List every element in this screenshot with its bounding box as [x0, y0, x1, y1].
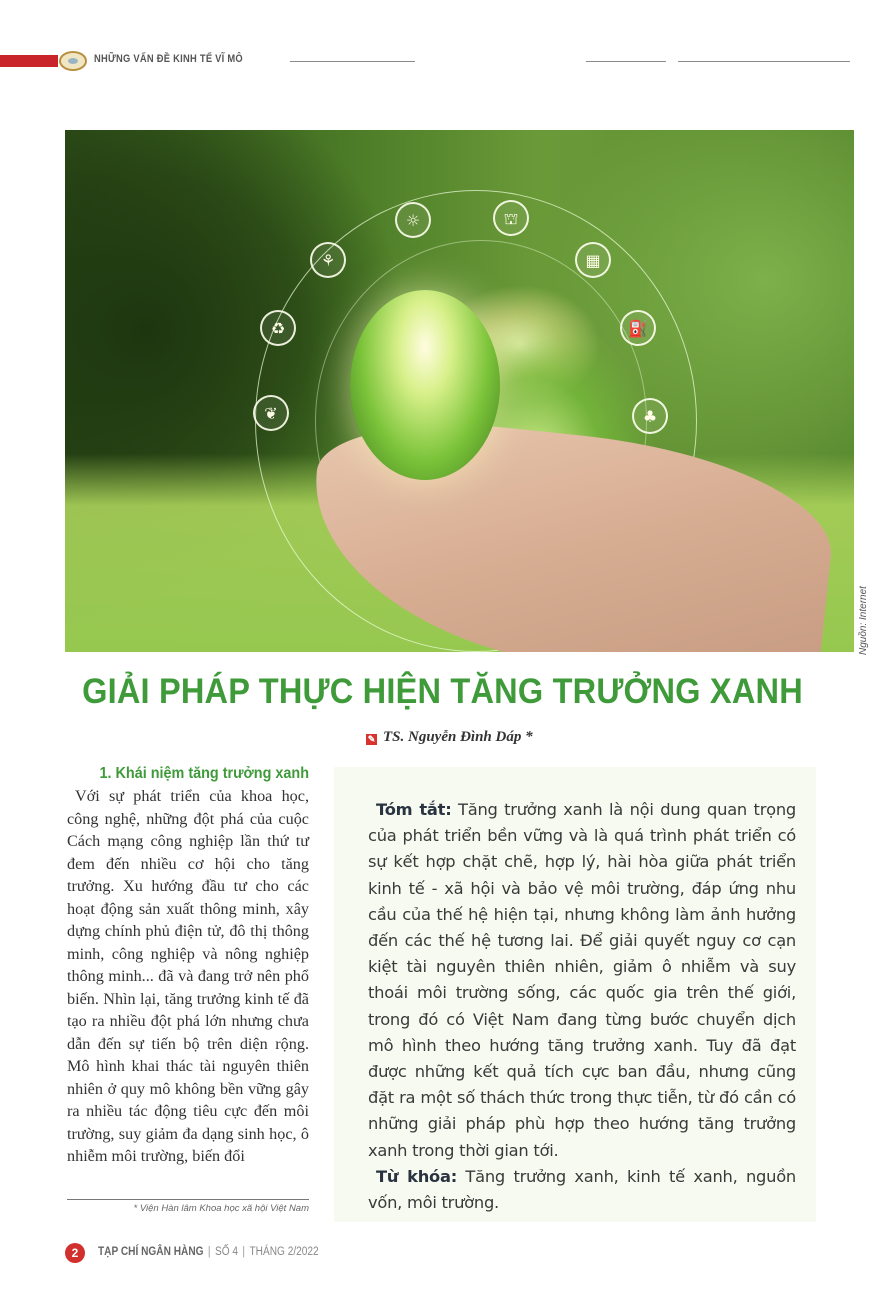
recycle-icon: ♻ [260, 310, 296, 346]
section-title: NHỮNG VẤN ĐỀ KINH TẾ VĨ MÔ [94, 53, 243, 65]
keywords-text: Tăng trưởng xanh, kinh tế xanh, nguồn vốn, môi trường. [368, 1166, 796, 1213]
hero-image [65, 130, 854, 652]
author-affiliation-footnote: * Viện Hàn lâm Khoa học xã hội Việt Nam [133, 1203, 309, 1214]
article-title: GIẢI PHÁP THỰC HIỆN TĂNG TRƯỞNG XANH [82, 672, 803, 711]
fuel-pump-icon: ⛽ [620, 310, 656, 346]
section-heading: 1. Khái niệm tăng trưởng xanh [99, 765, 309, 782]
issue-number: SỐ 4 [214, 1246, 239, 1258]
image-credit: Nguồn: Internet [858, 586, 869, 655]
glass-globe-illustration [350, 290, 500, 480]
header-accent-bar [0, 55, 58, 67]
summary-text: Tăng trưởng xanh là nội dung quan trọng của phát triển bền vững và là quá trình phát triển có sự kết hợp chặt chẽ, hợp lý, hài hòa giữa phát triển kinh tế - xã hội và bảo vệ môi trường, đáp ứng nhu cầu của thế hệ hiện tại, nhưng không làm ảnh hưởng đến các thế hệ tương lai. Để giải quyết nguy cơ cạn kiệt tài nguyên thiên nhiên, giảm ô nhiễm và suy thoái môi trường sống, các quốc gia trên thế giới, trong đó có Việt Nam đang từng bước chuyển dịch mô hình theo hướng tăng trưởng xanh. Tuy đã đạt được những kết quả tích cực ban đầu, nhưng cũng đặt ra một số thách thức trong thực tiễn, từ đó cần có những giải pháp phù hợp theo hướng tăng trưởng xanh trong thời gian tới. [368, 800, 797, 1160]
corn-icon: ♣ [632, 398, 668, 434]
keywords-label: Từ khóa: [376, 1166, 457, 1186]
author-byline [366, 729, 533, 746]
header-rule-mid [586, 61, 666, 62]
wind-turbine-icon: ⚘ [310, 242, 346, 278]
body-column-left [67, 765, 309, 1168]
abstract-box [334, 767, 816, 1222]
keywords-paragraph [368, 1164, 796, 1216]
magazine-name: TẠP CHÍ NGÂN HÀNG [98, 1246, 204, 1258]
author-name: TS. Nguyễn Đình Dáp * [383, 729, 533, 745]
leaf-water-drop-icon: ❦ [253, 395, 289, 431]
summary-label: Tóm tắt: [376, 800, 452, 819]
sun-icon: ☼ [395, 202, 431, 238]
footer-masthead [98, 1246, 319, 1258]
section-body: Với sự phát triển của khoa học, công nghệ, những đột phá của cuộc Cách mạng công nghiệp lần thứ tư đem đến nhiều cơ hội cho tăng trưởng. Xu hướng đầu tư cho các hoạt động sản xuất thông minh, xây dựng chính phủ điện tử, đô thị thông minh, công nghiệp và nông nghiệp thông minh... đã và đang trở nên phổ biến. Nhìn lại, tăng trưởng kinh tế đã tạo ra nhiều đột phá lớn nhưng chưa dẫn đến sự tiến bộ trên diện rộng. Mô hình khai thác tài nguyên thiên nhiên ở quy mô không bền vững gây ra nhiều tác động tiêu cực đến môi trường, suy giảm đa dạng sinh học, ô nhiễm môi trường, biến đổi [67, 787, 309, 1165]
pen-icon: ✎ [367, 734, 376, 744]
oil-pump-icon: ⛫ [493, 200, 529, 236]
header-rule-right [678, 61, 850, 62]
footer-separator: | [207, 1246, 211, 1258]
footnote-divider [67, 1199, 309, 1200]
page-number-badge: 2 [65, 1243, 85, 1263]
footer-separator: | [242, 1246, 246, 1258]
solar-panel-icon: ▦ [575, 242, 611, 278]
summary-paragraph [368, 797, 796, 1164]
issue-date: THÁNG 2/2022 [249, 1246, 319, 1258]
header-rule-left [290, 61, 415, 62]
journal-emblem-icon [59, 51, 87, 71]
